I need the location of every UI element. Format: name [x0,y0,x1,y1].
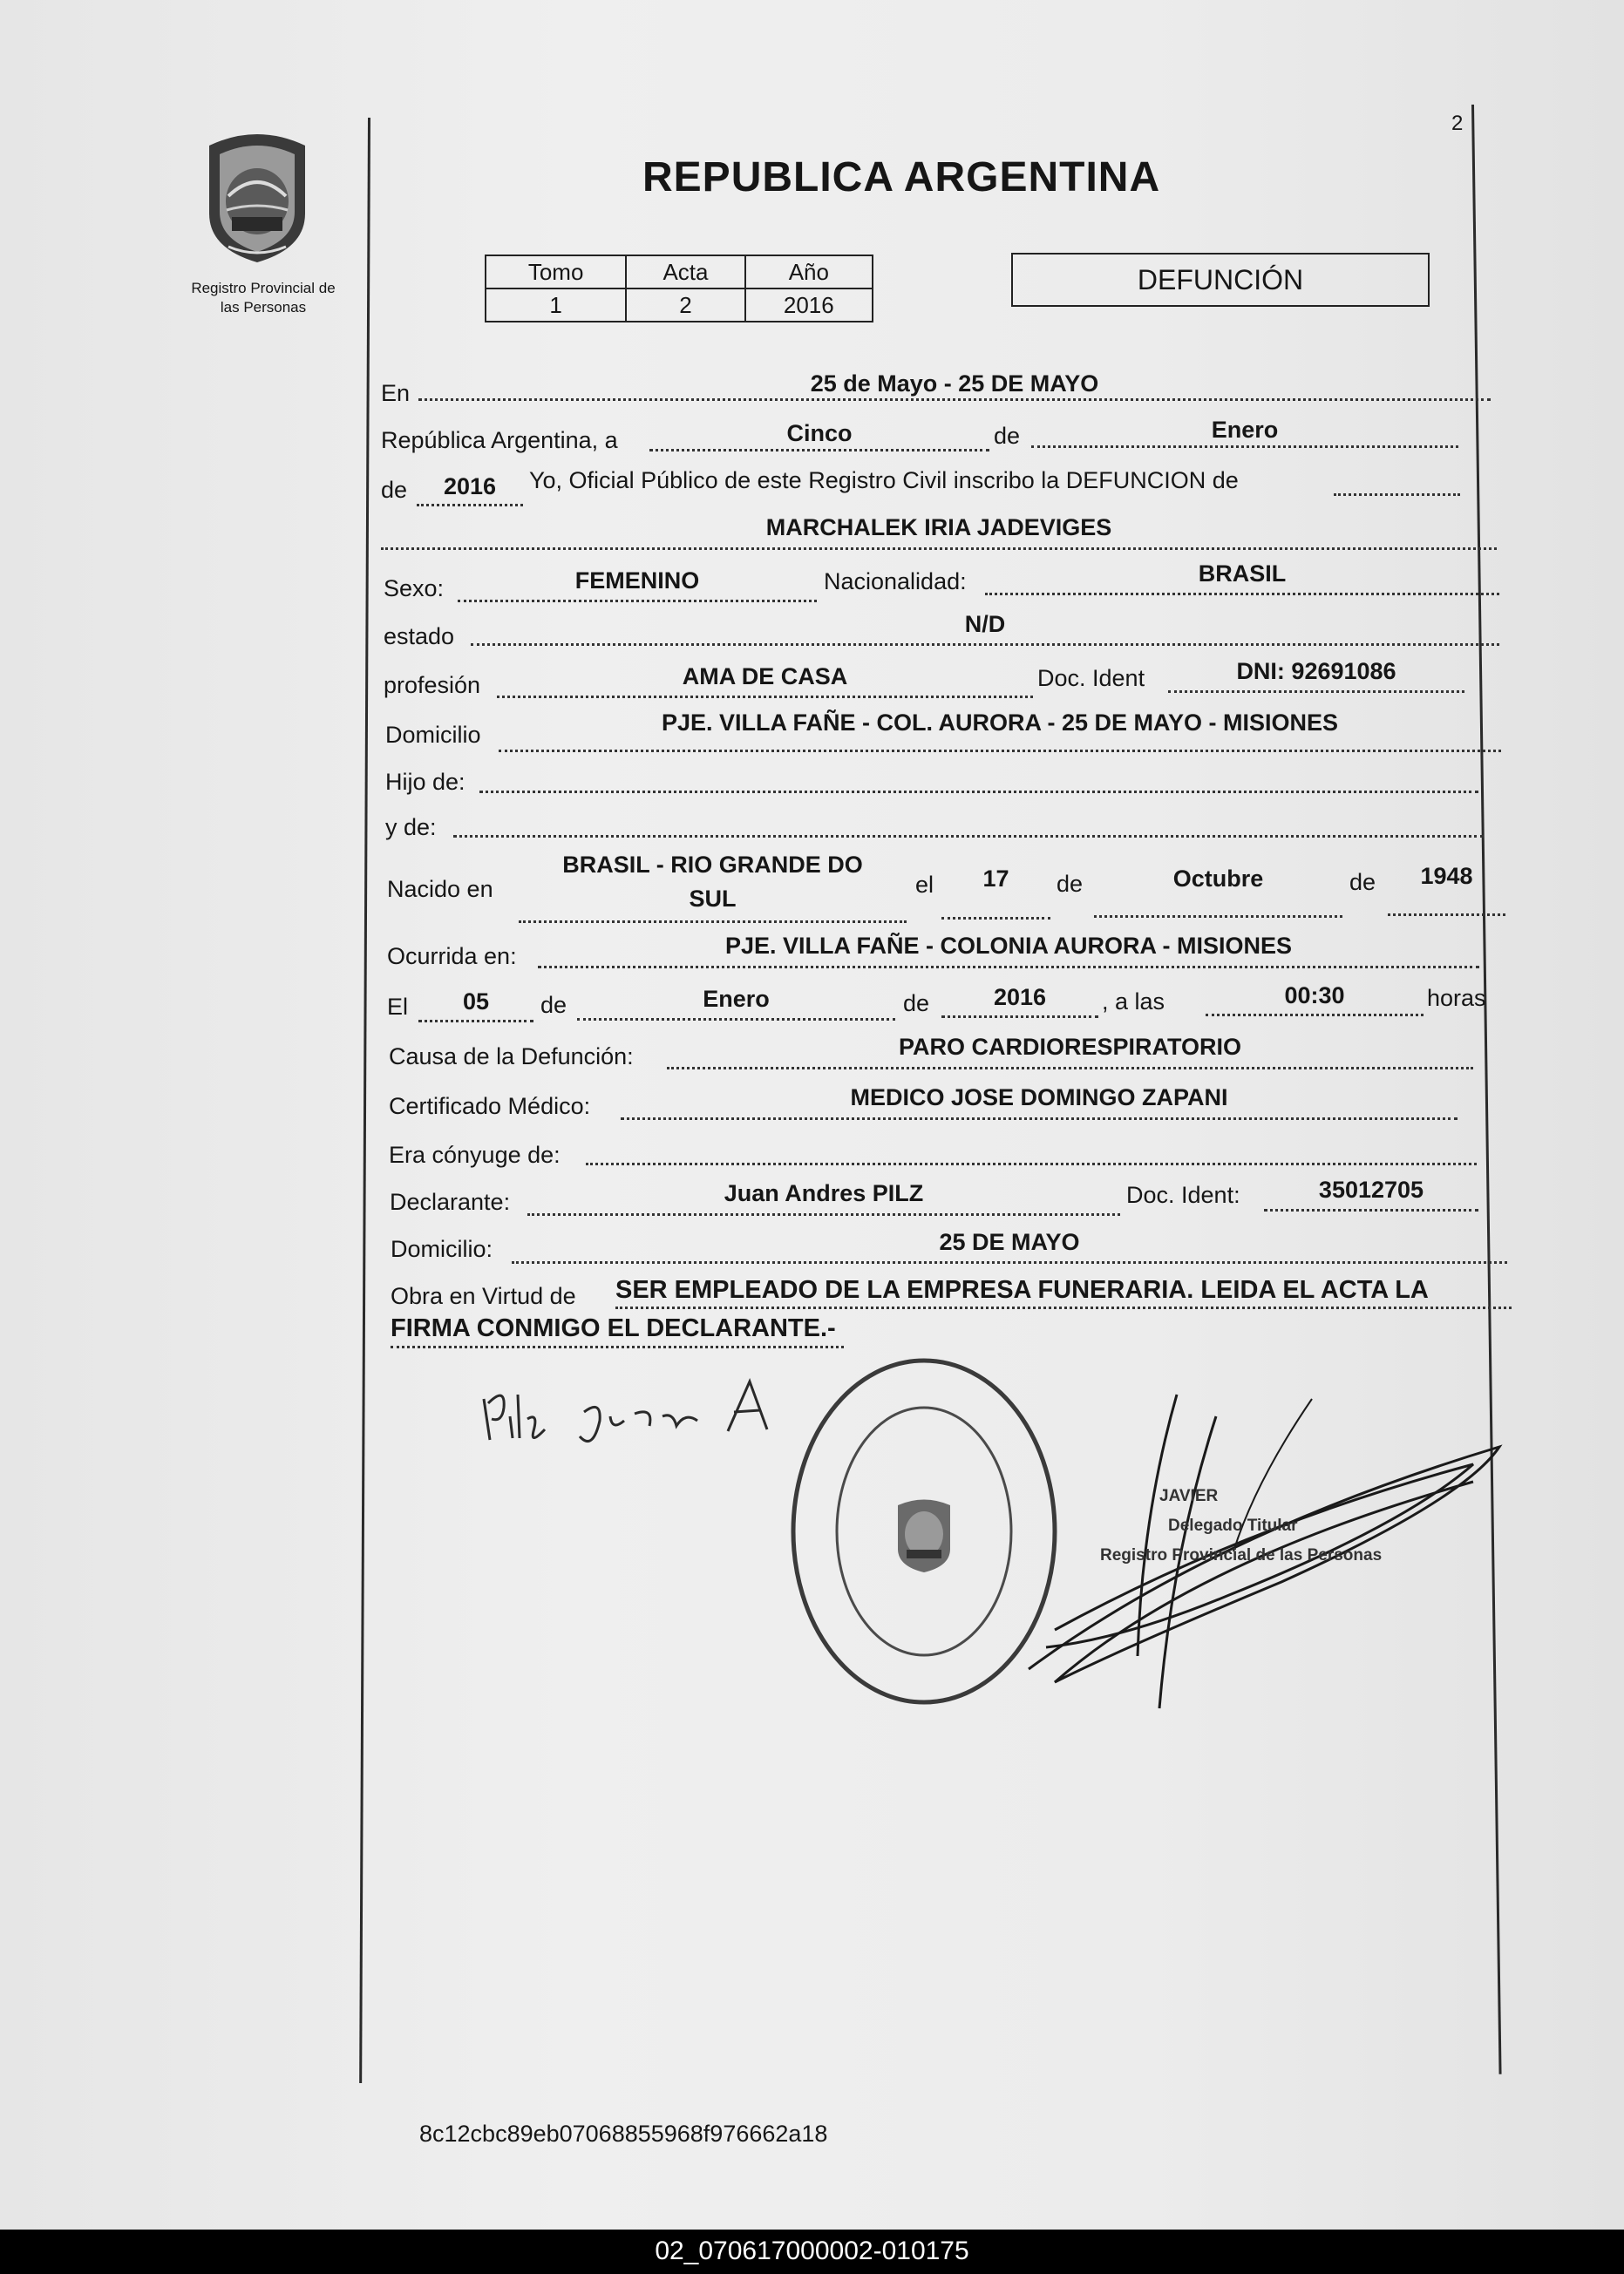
nacido-en-label: Nacido en [387,876,493,902]
register-header-acta: Acta [626,255,744,288]
logo-caption [167,279,359,317]
defuncion-dia-dotted-line [418,1020,533,1022]
y-de-dotted-line [453,835,1484,838]
nacido-en-value-line-2: SUL [689,886,737,912]
fecha-mes-value: Enero [1211,417,1279,443]
declarante-doc-dotted-line [1264,1209,1478,1212]
estado-dotted-line [471,643,1499,646]
profesion-label: profesión [384,672,481,698]
official-stamp-role: Delegado Titular [1168,1517,1298,1535]
register-value-acta: 2 [626,288,744,322]
nacimiento-dia-value: 17 [982,865,1009,892]
defuncion-el-label: El [387,994,409,1020]
nacido-el-label: el [915,872,934,898]
ocurrida-en-value: PJE. VILLA FAÑE - COLONIA AURORA - MISIONES [724,933,1293,959]
fallecido-nombre-value: MARCHALEK IRIA JADEVIGES [765,514,1112,540]
domicilio-label: Domicilio [385,722,481,748]
republica-label: República Argentina, a [381,427,618,453]
document-title: REPUBLICA ARGENTINA [642,154,1161,200]
left-margin-rule [359,118,370,2083]
conyuge-label: Era cónyuge de: [389,1142,561,1168]
fecha-anio-value: 2016 [443,473,497,499]
logo-caption-line-2: las Personas [220,299,307,316]
declarante-domicilio-dotted-line [512,1261,1507,1264]
sexo-label: Sexo: [384,575,445,601]
defuncion-anio-value: 2016 [993,984,1047,1010]
a-las-label: , a las [1102,988,1165,1015]
conyuge-dotted-line [586,1163,1477,1165]
inscribo-text: Yo, Oficial Público de este Registro Civil inscribo la DEFUNCION de [529,467,1239,493]
estado-value: N/D [964,611,1006,637]
misiones-emblem-icon [192,126,323,266]
obra-value-line-1: SER EMPLEADO DE LA EMPRESA FUNERARIA. LEIDA EL ACTA LA [615,1276,1429,1304]
nacionalidad-label: Nacionalidad: [824,568,967,594]
nacimiento-anio-value: 1948 [1420,863,1473,889]
nacido-en-dotted-line [519,920,907,923]
hora-value: 00:30 [1284,982,1345,1008]
nacimiento-dia-dotted-line [941,917,1050,920]
fecha-dia-value: Cinco [786,420,853,446]
ocurrida-en-label: Ocurrida en: [387,943,517,969]
causa-dotted-line [667,1067,1473,1069]
causa-label: Causa de la Defunción: [389,1043,634,1069]
nacimiento-de-label: de [1057,871,1084,897]
hijo-de-dotted-line [479,791,1478,793]
fecha-de-label: de [994,423,1021,449]
declarante-value: Juan Andres PILZ [724,1180,924,1206]
inscribo-dotted-line [1334,493,1460,496]
en-label: En [381,380,411,406]
ocurrida-en-dotted-line [538,966,1479,968]
file-label: 02_070617000002-010175 [655,2237,969,2265]
register-header-anio: Año [745,255,873,288]
logo-caption-line-1: Registro Provincial de [191,280,336,296]
declarant-signature [479,1368,811,1464]
sexo-dotted-line [458,600,817,602]
official-stamp-name: JAVIER [1159,1487,1219,1505]
defuncion-de-label: de [540,992,567,1018]
register-table-header-row [486,255,873,288]
en-value: 25 de Mayo - 25 DE MAYO [810,370,1099,397]
defuncion-dia-value: 05 [462,988,490,1015]
declarante-domicilio-label: Domicilio: [391,1236,493,1262]
y-de-label: y de: [385,814,437,840]
estado-label: estado [384,623,455,649]
profesion-value: AMA DE CASA [682,663,848,689]
hijo-de-label: Hijo de: [385,769,465,795]
register-value-tomo: 1 [486,288,626,322]
defuncion-de-label-2: de [903,990,930,1016]
anio-de-label: de [381,477,408,503]
obra-label: Obra en Virtud de [391,1283,576,1309]
causa-value: PARO CARDIORESPIRATORIO [898,1034,1242,1060]
official-stamp-office: Registro Provincial de las Personas [1100,1546,1383,1565]
fecha-mes-dotted-line [1031,445,1458,448]
profesion-dotted-line [497,696,1033,698]
horas-label: horas [1427,985,1486,1011]
register-header-tomo: Tomo [486,255,626,288]
nacionalidad-dotted-line [985,593,1499,595]
certificado-dotted-line [621,1117,1458,1120]
nacimiento-anio-dotted-line [1388,913,1505,916]
doc-ident-dotted-line [1168,690,1464,693]
obra-value-line-2: FIRMA CONMIGO EL DECLARANTE.- [391,1314,836,1342]
en-dotted-line [418,398,1491,401]
register-value-anio: 2016 [745,288,873,322]
file-label-bar [0,2230,1624,2274]
doc-ident-label: Doc. Ident [1037,665,1145,691]
document-hash: 8c12cbc89eb07068855968f976662a18 [419,2121,828,2147]
page-number: 2 [1451,112,1464,135]
fecha-dia-dotted-line [649,449,989,451]
record-type-box: DEFUNCIÓN [1011,253,1430,307]
register-table-value-row [486,288,873,322]
declarante-doc-value: 35012705 [1318,1177,1424,1203]
nacionalidad-value: BRASIL [1198,560,1287,587]
nacimiento-mes-dotted-line [1094,915,1342,918]
doc-ident-value: DNI: 92691086 [1236,658,1396,684]
nombre-dotted-line [381,547,1497,550]
fecha-anio-dotted-line [417,504,523,506]
certificado-value: MEDICO JOSE DOMINGO ZAPANI [850,1084,1228,1110]
obra-dotted-line-2 [391,1346,844,1348]
certificado-label: Certificado Médico: [389,1093,591,1119]
sexo-value: FEMENINO [574,567,700,594]
nacimiento-de-label-2: de [1349,869,1376,895]
nacido-en-value-line-1: BRASIL - RIO GRANDE DO [562,852,863,878]
defuncion-anio-dotted-line [941,1015,1098,1018]
domicilio-dotted-line [499,750,1501,752]
obra-dotted-line-1 [615,1307,1512,1309]
nacimiento-mes-value: Octubre [1172,865,1264,892]
declarante-doc-label: Doc. Ident: [1126,1182,1240,1208]
defuncion-mes-dotted-line [577,1018,895,1021]
register-table [485,255,873,322]
domicilio-value: PJE. VILLA FAÑE - COL. AURORA - 25 DE MAYO - MISIONES [661,709,1339,736]
declarante-dotted-line [527,1213,1120,1216]
defuncion-mes-value: Enero [703,986,770,1012]
hora-dotted-line [1206,1014,1424,1016]
declarante-label: Declarante: [390,1189,511,1215]
declarante-domicilio-value: 25 DE MAYO [939,1229,1080,1255]
